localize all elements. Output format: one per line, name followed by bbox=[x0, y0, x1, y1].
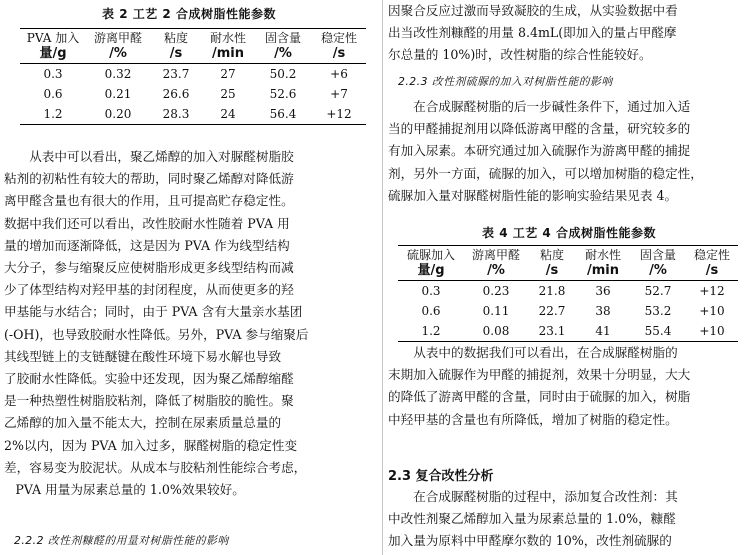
table4-cell: 0.11 bbox=[482, 304, 510, 318]
table2-caption: 表 2 工艺 2 合成树脂性能参数 bbox=[102, 7, 276, 21]
text-line: 出当改性剂糠醛的用量 8.4mL(即加入的量占甲醛摩 bbox=[388, 25, 677, 41]
text-line: 2%以内，因为 PVA 加入过多，脲醛树脂的稳定性变 bbox=[4, 437, 298, 453]
text-line: 粘剂的初粘性有较大的帮助，同时聚乙烯醇对降低游 bbox=[4, 171, 294, 187]
text-line: 中改性剂聚乙烯醇加入量为尿素总量的 1.0%，糠醛 bbox=[388, 511, 676, 527]
table4-cell: 0.3 bbox=[421, 284, 441, 298]
left-body-paragraph bbox=[4, 146, 376, 501]
text-line: 中羟甲基的含量也有所降低，增加了树脂的稳定性。 bbox=[388, 411, 678, 427]
table2-unit: /min bbox=[202, 46, 254, 64]
table-row bbox=[398, 321, 738, 342]
table4-cell: 1.2 bbox=[398, 321, 464, 342]
text-line: 因聚合反应过激而导致凝胶的生成，从实验数据中看 bbox=[388, 3, 678, 18]
table2-cell: 56.4 bbox=[254, 104, 312, 125]
table2-cell: 0.20 bbox=[86, 104, 150, 125]
text-line: 其线型链上的支链醚键在酸性环境下易水解也导致 bbox=[4, 348, 282, 364]
text-line: 硫脲加入量对脲醛树脂性能的影响实验结果见表 4。 bbox=[388, 187, 678, 203]
right-mid-paragraph bbox=[388, 96, 750, 207]
text-line: 量的增加而逐渐降低，这是因为 PVA 作为线型结构 bbox=[4, 237, 290, 253]
table2-unit: 量/g bbox=[20, 46, 86, 64]
table2-cell: 52.6 bbox=[269, 87, 297, 101]
table2-cell: +7 bbox=[330, 87, 348, 101]
table2-header: 稳定性 bbox=[312, 29, 366, 47]
table4-unit: /% bbox=[464, 263, 528, 281]
text-line: 甲基能与水结合；同时，由于 PVA 含有大量亲水基团 bbox=[4, 304, 303, 320]
text-line: 数据中我们还可以看出，改性胶耐水性随着 PVA 用 bbox=[4, 215, 290, 231]
text-line: 少了体型结构对羟甲基的封闭程度，从而使更多的羟 bbox=[4, 282, 294, 298]
table2-header: 游离甲醛 bbox=[86, 29, 150, 47]
table2-cell: 0.21 bbox=[104, 87, 132, 101]
table2-cell: 0.6 bbox=[43, 87, 63, 101]
table2-unit: /s bbox=[150, 46, 202, 64]
text-line: 从表中可以看出，聚乙烯醇的加入对脲醛树脂胶 bbox=[29, 149, 294, 164]
table2 bbox=[20, 28, 366, 125]
text-line: 末期加入硫脲作为甲醛的捕捉剂，效果十分明显，大大 bbox=[388, 367, 691, 383]
table-row bbox=[20, 84, 366, 104]
table4-unit-row bbox=[398, 263, 738, 281]
left-column bbox=[4, 0, 378, 555]
table4-header: 硫脲加入 bbox=[398, 246, 464, 264]
table4-unit: 量/g bbox=[398, 263, 464, 281]
table2-unit: /s bbox=[312, 46, 366, 64]
table2-cell: 0.32 bbox=[104, 67, 132, 81]
column-divider bbox=[382, 0, 383, 555]
text-line: 从表中的数据我们可以看出，在合成脲醛树脂的 bbox=[413, 345, 678, 360]
table4-header: 耐水性 bbox=[576, 246, 630, 264]
table2-cell: 25 bbox=[220, 87, 236, 101]
text-line: 加入量为原料中甲醛摩尔数的 10%，改性剂硫脲的 bbox=[388, 533, 672, 549]
table2-unit: /% bbox=[86, 46, 150, 64]
table4-cell: 52.7 bbox=[644, 284, 672, 298]
table4-cell: +10 bbox=[686, 321, 738, 342]
table-row bbox=[20, 104, 366, 125]
table4-unit: /min bbox=[576, 263, 630, 281]
table2-cell: 50.2 bbox=[269, 67, 297, 81]
table2-cell: 1.2 bbox=[20, 104, 86, 125]
table4-cell: 38 bbox=[595, 304, 611, 318]
table2-header: 耐水性 bbox=[202, 29, 254, 47]
table4-cell: +12 bbox=[699, 284, 725, 298]
table4-cell: +10 bbox=[699, 304, 725, 318]
table4-caption: 表 4 工艺 4 合成树脂性能参数 bbox=[482, 226, 656, 240]
table4-cell: 0.08 bbox=[464, 321, 528, 342]
table2-cell: 0.3 bbox=[43, 67, 63, 81]
table2-cell: 24 bbox=[202, 104, 254, 125]
table4-cell: 0.6 bbox=[421, 304, 441, 318]
section-heading-2-2-2: 2.2.2 改性剂糠醛的用量对树脂性能的影响 bbox=[14, 534, 229, 547]
table4-cell: 21.8 bbox=[538, 284, 566, 298]
text-line: PVA 用量为尿素总量的 1.0%效果较好。 bbox=[15, 482, 245, 498]
table4-cell: 0.23 bbox=[482, 284, 510, 298]
text-line: 剂，另外一方面，硫脲的加入，可以增加树脂的稳定性， bbox=[388, 165, 703, 181]
table2-cell: 28.3 bbox=[150, 104, 202, 125]
table2-cell: 27 bbox=[220, 67, 236, 81]
table-row bbox=[398, 301, 738, 321]
table-row bbox=[398, 281, 738, 302]
table2-cell: +12 bbox=[312, 104, 366, 125]
table4-header: 固含量 bbox=[630, 246, 686, 264]
table4-cell: 22.7 bbox=[538, 304, 566, 318]
table4-cell: 55.4 bbox=[630, 321, 686, 342]
text-line: 在合成脲醛树脂的后一步碱性条件下，通过加入适 bbox=[413, 99, 691, 114]
text-line: 的降低了游离甲醛的含量，同时由于硫脲的加入，树脂 bbox=[388, 389, 691, 405]
table4-header-row bbox=[398, 246, 738, 264]
table2-cell: +6 bbox=[330, 67, 348, 81]
table2-header: 粘度 bbox=[150, 29, 202, 47]
table4-header: 稳定性 bbox=[686, 246, 738, 264]
right-column bbox=[388, 0, 750, 555]
table2-cell: 26.6 bbox=[162, 87, 190, 101]
text-line: 是一种热塑性树脂胶粘剂，降低了树脂胶的脆性。聚 bbox=[4, 393, 294, 409]
text-line: 在合成脲醛树脂的过程中，添加复合改性剂：其 bbox=[413, 489, 678, 504]
table2-header: 固含量 bbox=[254, 29, 312, 47]
text-line: 当的甲醛捕捉剂用以降低游离甲醛的含量，研究较多的 bbox=[388, 121, 691, 137]
text-line: 离甲醛含量也有很大的作用，且可提高贮存稳定性。 bbox=[4, 193, 294, 209]
section-heading-2-3: 2.3 复合改性分析 bbox=[388, 469, 494, 484]
table4-cell: 36 bbox=[595, 284, 611, 298]
text-line: 尔总量的 10%)时，改性树脂的综合性能较好。 bbox=[388, 47, 652, 63]
table4-cell: 53.2 bbox=[644, 304, 672, 318]
text-line: 了胶耐水性降低。实验中还发现，因为聚乙烯醇缩醛 bbox=[4, 371, 294, 387]
text-line: 有加入尿素。本研究通过加入硫脲作为游离甲醛的捕捉 bbox=[388, 143, 691, 159]
right-top-paragraph bbox=[388, 0, 750, 67]
table4-unit: /% bbox=[630, 263, 686, 281]
table2-unit: /% bbox=[254, 46, 312, 64]
right-bottom-paragraph bbox=[388, 486, 750, 553]
right-after-table-paragraph bbox=[388, 342, 750, 431]
table4 bbox=[398, 245, 738, 342]
section-heading-2-2-3: 2.2.3 改性剂硫脲的加入对树脂性能的影响 bbox=[398, 75, 613, 88]
text-line: (-OH)，也导致胶耐水性降低。另外，PVA 参与缩聚后 bbox=[4, 326, 309, 342]
table2-unit-row bbox=[20, 46, 366, 64]
table2-header-row bbox=[20, 29, 366, 47]
table2-cell: 23.7 bbox=[162, 67, 190, 81]
table4-unit: /s bbox=[528, 263, 576, 281]
table4-header: 游离甲醛 bbox=[464, 246, 528, 264]
table4-cell: 23.1 bbox=[528, 321, 576, 342]
text-line: 乙烯醇的加入量不能太大，控制在尿素质量总量的 bbox=[4, 415, 282, 431]
table4-cell: 41 bbox=[576, 321, 630, 342]
table4-unit: /s bbox=[686, 263, 738, 281]
table4-header: 粘度 bbox=[528, 246, 576, 264]
text-line: 大分子，参与缩聚反应使树脂形成更多线型结构而减 bbox=[4, 260, 294, 276]
table-row bbox=[20, 64, 366, 85]
table2-header: PVA 加入 bbox=[20, 29, 86, 47]
text-line: 差，容易变为胶泥状。从成本与胶粘剂性能综合考虑， bbox=[4, 459, 307, 475]
